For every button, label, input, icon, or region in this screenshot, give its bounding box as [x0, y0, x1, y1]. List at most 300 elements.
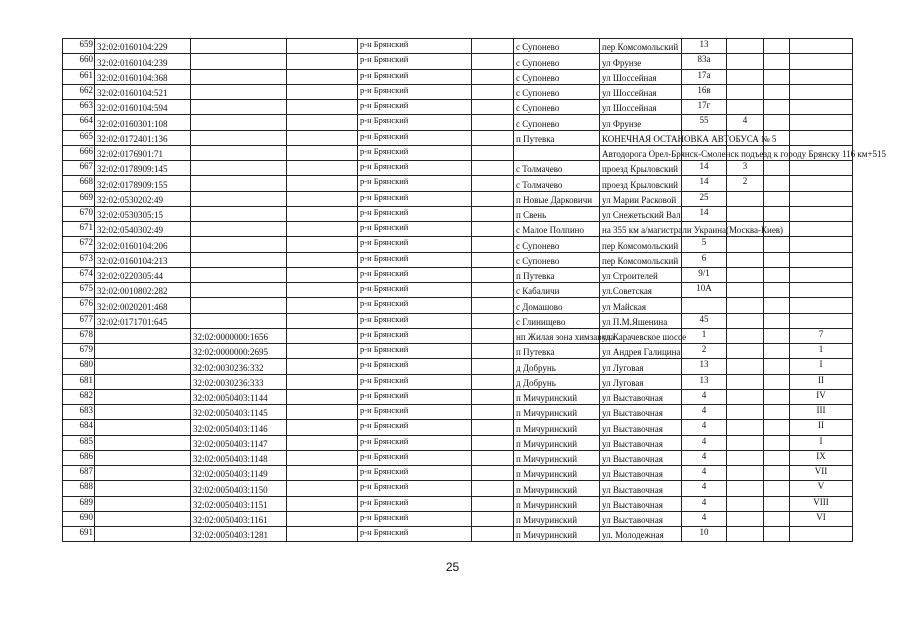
empty-cell: [472, 267, 514, 282]
apartment-cell: II: [790, 420, 853, 435]
building-cell: 3: [727, 161, 764, 176]
house-number-cell: 10А: [682, 283, 727, 298]
street-cell: ул Карачевское шоссе: [600, 328, 682, 343]
district-cell: р-н Брянский: [358, 84, 472, 99]
district-cell: р-н Брянский: [358, 527, 472, 542]
street-cell: ул Выставочная: [600, 511, 682, 526]
settlement-cell: п Мичуринский: [514, 511, 600, 526]
empty-cell: [287, 100, 358, 115]
district-cell: р-н Брянский: [358, 344, 472, 359]
empty-cell: [472, 435, 514, 450]
empty-cell: [287, 39, 358, 54]
street-cell: проезд Крыловский: [600, 176, 682, 191]
settlement-cell: [514, 145, 600, 160]
house-number-cell: 25: [682, 191, 727, 206]
empty-cell: [472, 100, 514, 115]
row-number-cell: 660: [63, 54, 95, 69]
cadastral-number-alt-cell: [191, 84, 287, 99]
district-cell: р-н Брянский: [358, 222, 472, 237]
apartment-cell: [790, 237, 853, 252]
building-cell: [727, 435, 764, 450]
house-number-cell: 1: [682, 328, 727, 343]
row-number-cell: 670: [63, 206, 95, 221]
empty-cell: [764, 466, 790, 481]
cadastral-number-cell: 32:02:0160104:239: [95, 54, 191, 69]
registry-table: [62, 38, 887, 542]
table-row: [63, 511, 853, 526]
cadastral-number-cell: [95, 389, 191, 404]
apartment-cell: VI: [790, 511, 853, 526]
district-cell: р-н Брянский: [358, 206, 472, 221]
row-number-cell: 661: [63, 69, 95, 84]
cadastral-number-alt-cell: 32:02:0050403:1148: [191, 450, 287, 465]
empty-cell: [287, 359, 358, 374]
settlement-cell: с Супонево: [514, 252, 600, 267]
apartment-cell: [790, 222, 853, 237]
empty-cell: [764, 496, 790, 511]
street-cell: ул Выставочная: [600, 496, 682, 511]
cadastral-number-cell: [95, 435, 191, 450]
settlement-cell: п Мичуринский: [514, 420, 600, 435]
table-row: [63, 344, 853, 359]
empty-cell: [764, 389, 790, 404]
cadastral-number-cell: [95, 420, 191, 435]
settlement-cell: с Супонево: [514, 100, 600, 115]
cadastral-number-cell: 32:02:0540302:49: [95, 222, 191, 237]
building-cell: 2: [727, 176, 764, 191]
apartment-cell: [790, 191, 853, 206]
row-number-cell: 680: [63, 359, 95, 374]
empty-cell: [472, 252, 514, 267]
settlement-cell: с Супонево: [514, 69, 600, 84]
house-number-cell: 9/1: [682, 267, 727, 282]
empty-cell: [472, 389, 514, 404]
empty-cell: [472, 450, 514, 465]
district-cell: р-н Брянский: [358, 359, 472, 374]
empty-cell: [472, 374, 514, 389]
cadastral-number-cell: 32:02:0160104:521: [95, 84, 191, 99]
house-number-cell: 4: [682, 420, 727, 435]
row-number-cell: 686: [63, 450, 95, 465]
street-cell: ул Фрунзе: [600, 115, 682, 130]
table-row: [63, 252, 853, 267]
building-cell: [727, 298, 764, 313]
district-cell: р-н Брянский: [358, 252, 472, 267]
cadastral-number-alt-cell: [191, 222, 287, 237]
building-cell: [727, 450, 764, 465]
cadastral-number-alt-cell: 32:02:0050403:1281: [191, 527, 287, 542]
apartment-cell: [790, 313, 853, 328]
building-cell: [727, 359, 764, 374]
street-cell: пер Комсомольский: [600, 237, 682, 252]
empty-cell: [764, 267, 790, 282]
apartment-cell: [790, 69, 853, 84]
empty-cell: [764, 359, 790, 374]
cadastral-number-alt-cell: [191, 298, 287, 313]
empty-cell: [472, 161, 514, 176]
building-cell: [727, 84, 764, 99]
empty-cell: [287, 298, 358, 313]
apartment-cell: [790, 252, 853, 267]
empty-cell: [287, 206, 358, 221]
table-row: [63, 420, 853, 435]
building-cell: [727, 420, 764, 435]
row-number-cell: 663: [63, 100, 95, 115]
table-row: [63, 328, 853, 343]
district-cell: р-н Брянский: [358, 496, 472, 511]
settlement-cell: с Толмачево: [514, 176, 600, 191]
district-cell: р-н Брянский: [358, 511, 472, 526]
apartment-cell: I: [790, 435, 853, 450]
empty-cell: [472, 115, 514, 130]
cadastral-number-alt-cell: [191, 145, 287, 160]
empty-cell: [287, 145, 358, 160]
empty-cell: [287, 313, 358, 328]
district-cell: р-н Брянский: [358, 481, 472, 496]
apartment-cell: 7: [790, 328, 853, 343]
empty-cell: [287, 420, 358, 435]
house-number-cell: [682, 298, 727, 313]
cadastral-number-alt-cell: [191, 267, 287, 282]
cadastral-number-alt-cell: 32:02:0050403:1146: [191, 420, 287, 435]
empty-cell: [287, 267, 358, 282]
apartment-cell: [790, 527, 853, 542]
empty-cell: [287, 130, 358, 145]
table-row: [63, 466, 853, 481]
empty-cell: [472, 511, 514, 526]
table-row: [63, 222, 853, 237]
building-cell: [727, 237, 764, 252]
empty-cell: [764, 313, 790, 328]
table-row: [63, 389, 853, 404]
house-number-cell: 4: [682, 405, 727, 420]
empty-cell: [764, 161, 790, 176]
empty-cell: [287, 161, 358, 176]
building-cell: [727, 511, 764, 526]
district-cell: р-н Брянский: [358, 130, 472, 145]
settlement-cell: д Добрунь: [514, 374, 600, 389]
empty-cell: [764, 100, 790, 115]
empty-cell: [287, 405, 358, 420]
table-row: [63, 267, 853, 282]
cadastral-number-alt-cell: [191, 69, 287, 84]
table-row: [63, 527, 853, 542]
row-number-cell: 668: [63, 176, 95, 191]
empty-cell: [287, 237, 358, 252]
apartment-cell: [790, 84, 853, 99]
building-cell: [727, 100, 764, 115]
row-number-cell: 683: [63, 405, 95, 420]
empty-cell: [764, 405, 790, 420]
building-cell: [727, 252, 764, 267]
apartment-cell: III: [790, 405, 853, 420]
district-cell: р-н Брянский: [358, 145, 472, 160]
row-number-cell: 673: [63, 252, 95, 267]
building-cell: [727, 374, 764, 389]
cadastral-number-alt-cell: [191, 191, 287, 206]
district-cell: р-н Брянский: [358, 420, 472, 435]
empty-cell: [287, 466, 358, 481]
cadastral-number-cell: 32:02:0530202:49: [95, 191, 191, 206]
settlement-cell: п Мичуринский: [514, 527, 600, 542]
empty-cell: [287, 481, 358, 496]
district-cell: р-н Брянский: [358, 69, 472, 84]
empty-cell: [472, 237, 514, 252]
empty-cell: [764, 283, 790, 298]
street-cell: ул П.М.Яшенина: [600, 313, 682, 328]
empty-cell: [764, 69, 790, 84]
table-row: [63, 481, 853, 496]
district-cell: р-н Брянский: [358, 405, 472, 420]
district-cell: р-н Брянский: [358, 39, 472, 54]
cadastral-number-alt-cell: [191, 252, 287, 267]
settlement-cell: п Свень: [514, 206, 600, 221]
street-cell: пер Комсомольский: [600, 252, 682, 267]
cadastral-number-alt-cell: [191, 237, 287, 252]
house-number-cell: 55: [682, 115, 727, 130]
row-number-cell: 687: [63, 466, 95, 481]
street-cell: ул Выставочная: [600, 466, 682, 481]
row-number-cell: 679: [63, 344, 95, 359]
cadastral-number-cell: [95, 466, 191, 481]
apartment-cell: V: [790, 481, 853, 496]
district-cell: р-н Брянский: [358, 389, 472, 404]
cadastral-number-cell: [95, 344, 191, 359]
district-cell: р-н Брянский: [358, 283, 472, 298]
settlement-cell: п Мичуринский: [514, 389, 600, 404]
empty-cell: [287, 191, 358, 206]
empty-cell: [287, 283, 358, 298]
row-number-cell: 662: [63, 84, 95, 99]
settlement-cell: с Супонево: [514, 84, 600, 99]
district-cell: р-н Брянский: [358, 298, 472, 313]
street-cell: ул Шоссейная: [600, 69, 682, 84]
house-number-cell: 13: [682, 374, 727, 389]
apartment-cell: IV: [790, 389, 853, 404]
settlement-cell: п Путевка: [514, 344, 600, 359]
house-number-cell: 14: [682, 206, 727, 221]
street-cell: ул Снежетьский Вал: [600, 206, 682, 221]
cadastral-number-cell: [95, 359, 191, 374]
empty-cell: [472, 222, 514, 237]
street-cell: ул Выставочная: [600, 450, 682, 465]
empty-cell: [472, 481, 514, 496]
empty-cell: [764, 344, 790, 359]
street-cell: ул Выставочная: [600, 435, 682, 450]
building-cell: 4: [727, 115, 764, 130]
empty-cell: [472, 130, 514, 145]
cadastral-number-alt-cell: [191, 161, 287, 176]
apartment-cell: [790, 161, 853, 176]
cadastral-number-cell: 32:02:0172401:136: [95, 130, 191, 145]
cadastral-number-cell: 32:02:0020201:468: [95, 298, 191, 313]
apartment-cell: [790, 54, 853, 69]
street-cell: ул Фрунзе: [600, 54, 682, 69]
settlement-cell: п Путевка: [514, 267, 600, 282]
apartment-cell: [790, 100, 853, 115]
settlement-cell: с Супонево: [514, 39, 600, 54]
cadastral-number-alt-cell: 32:02:0050403:1149: [191, 466, 287, 481]
empty-cell: [764, 420, 790, 435]
row-number-cell: 681: [63, 374, 95, 389]
row-number-cell: 684: [63, 420, 95, 435]
settlement-cell: с Супонево: [514, 54, 600, 69]
building-cell: [727, 191, 764, 206]
row-number-cell: 671: [63, 222, 95, 237]
street-cell: ул Выставочная: [600, 481, 682, 496]
house-number-cell: 16в: [682, 84, 727, 99]
table-row: [63, 176, 853, 191]
table-row: [63, 69, 853, 84]
empty-cell: [287, 389, 358, 404]
row-number-cell: 659: [63, 39, 95, 54]
building-cell: [727, 39, 764, 54]
district-cell: р-н Брянский: [358, 267, 472, 282]
district-cell: р-н Брянский: [358, 54, 472, 69]
cadastral-number-cell: [95, 527, 191, 542]
empty-cell: [287, 374, 358, 389]
empty-cell: [472, 145, 514, 160]
settlement-cell: п Мичуринский: [514, 435, 600, 450]
cadastral-number-cell: 32:02:0160104:213: [95, 252, 191, 267]
empty-cell: [287, 511, 358, 526]
district-cell: р-н Брянский: [358, 161, 472, 176]
row-number-cell: 677: [63, 313, 95, 328]
district-cell: р-н Брянский: [358, 237, 472, 252]
empty-cell: [472, 298, 514, 313]
cadastral-number-cell: 32:02:0220305:44: [95, 267, 191, 282]
cadastral-number-alt-cell: 32:02:0050403:1144: [191, 389, 287, 404]
empty-cell: [287, 222, 358, 237]
house-number-cell: 4: [682, 481, 727, 496]
apartment-cell: [790, 267, 853, 282]
apartment-cell: [790, 298, 853, 313]
row-number-cell: 685: [63, 435, 95, 450]
table-row: [63, 145, 853, 160]
cadastral-number-alt-cell: [191, 39, 287, 54]
settlement-cell: с Домашово: [514, 298, 600, 313]
cadastral-number-alt-cell: [191, 283, 287, 298]
empty-cell: [287, 496, 358, 511]
apartment-cell: [790, 283, 853, 298]
street-cell: ул Выставочная: [600, 389, 682, 404]
empty-cell: [764, 374, 790, 389]
cadastral-number-alt-cell: 32:02:0030236:332: [191, 359, 287, 374]
apartment-cell: [790, 130, 853, 145]
street-cell: КОНЕЧНАЯ ОСТАНОВКА АВТОБУСА № 5: [600, 130, 682, 145]
district-cell: р-н Брянский: [358, 176, 472, 191]
apartment-cell: IX: [790, 450, 853, 465]
table-row: [63, 298, 853, 313]
district-cell: р-н Брянский: [358, 328, 472, 343]
cadastral-number-cell: 32:02:0160104:368: [95, 69, 191, 84]
cadastral-number-cell: [95, 374, 191, 389]
settlement-cell: с Толмачево: [514, 161, 600, 176]
settlement-cell: с Глинищево: [514, 313, 600, 328]
apartment-cell: [790, 176, 853, 191]
street-cell: ул Шоссейная: [600, 84, 682, 99]
empty-cell: [764, 176, 790, 191]
empty-cell: [287, 344, 358, 359]
empty-cell: [287, 328, 358, 343]
cadastral-number-alt-cell: 32:02:0050403:1151: [191, 496, 287, 511]
row-number-cell: 678: [63, 328, 95, 343]
cadastral-number-cell: 32:02:0178909:145: [95, 161, 191, 176]
empty-cell: [287, 527, 358, 542]
row-number-cell: 689: [63, 496, 95, 511]
empty-cell: [472, 69, 514, 84]
house-number-cell: 83а: [682, 54, 727, 69]
row-number-cell: 672: [63, 237, 95, 252]
settlement-cell: п Мичуринский: [514, 466, 600, 481]
apartment-cell: [790, 39, 853, 54]
settlement-cell: п Мичуринский: [514, 405, 600, 420]
row-number-cell: 688: [63, 481, 95, 496]
table-row: [63, 84, 853, 99]
empty-cell: [764, 237, 790, 252]
empty-cell: [472, 344, 514, 359]
district-cell: р-н Брянский: [358, 466, 472, 481]
empty-cell: [764, 435, 790, 450]
building-cell: [727, 344, 764, 359]
building-cell: [727, 481, 764, 496]
building-cell: [727, 206, 764, 221]
table-row: [63, 313, 853, 328]
cadastral-number-alt-cell: 32:02:0030236:333: [191, 374, 287, 389]
cadastral-number-cell: 32:02:0530305:15: [95, 206, 191, 221]
row-number-cell: 666: [63, 145, 95, 160]
street-cell: ул. Молодежная: [600, 527, 682, 542]
empty-cell: [764, 511, 790, 526]
district-cell: р-н Брянский: [358, 435, 472, 450]
empty-cell: [472, 405, 514, 420]
table-row: [63, 374, 853, 389]
empty-cell: [472, 191, 514, 206]
house-number-cell: 45: [682, 313, 727, 328]
apartment-cell: [790, 206, 853, 221]
empty-cell: [287, 84, 358, 99]
building-cell: [727, 267, 764, 282]
settlement-cell: с Супонево: [514, 115, 600, 130]
cadastral-number-cell: 32:02:0160301:108: [95, 115, 191, 130]
apartment-cell: [790, 115, 853, 130]
empty-cell: [472, 206, 514, 221]
settlement-cell: п Новые Дарковичи: [514, 191, 600, 206]
cadastral-number-alt-cell: [191, 313, 287, 328]
empty-cell: [472, 84, 514, 99]
house-number-cell: 4: [682, 511, 727, 526]
table-row: [63, 115, 853, 130]
table-row: [63, 450, 853, 465]
building-cell: [727, 54, 764, 69]
row-number-cell: 674: [63, 267, 95, 282]
empty-cell: [287, 54, 358, 69]
empty-cell: [287, 252, 358, 267]
empty-cell: [764, 450, 790, 465]
street-cell: ул Луговая: [600, 359, 682, 374]
street-cell: ул.Советская: [600, 283, 682, 298]
cadastral-number-alt-cell: 32:02:0050403:1147: [191, 435, 287, 450]
empty-cell: [764, 84, 790, 99]
street-cell: ул Выставочная: [600, 420, 682, 435]
cadastral-number-cell: 32:02:0178909:155: [95, 176, 191, 191]
street-cell: ул Майская: [600, 298, 682, 313]
empty-cell: [764, 115, 790, 130]
house-number-cell: 17г: [682, 100, 727, 115]
street-cell: ул Андрея Галицина: [600, 344, 682, 359]
settlement-cell: п Мичуринский: [514, 496, 600, 511]
empty-cell: [472, 283, 514, 298]
